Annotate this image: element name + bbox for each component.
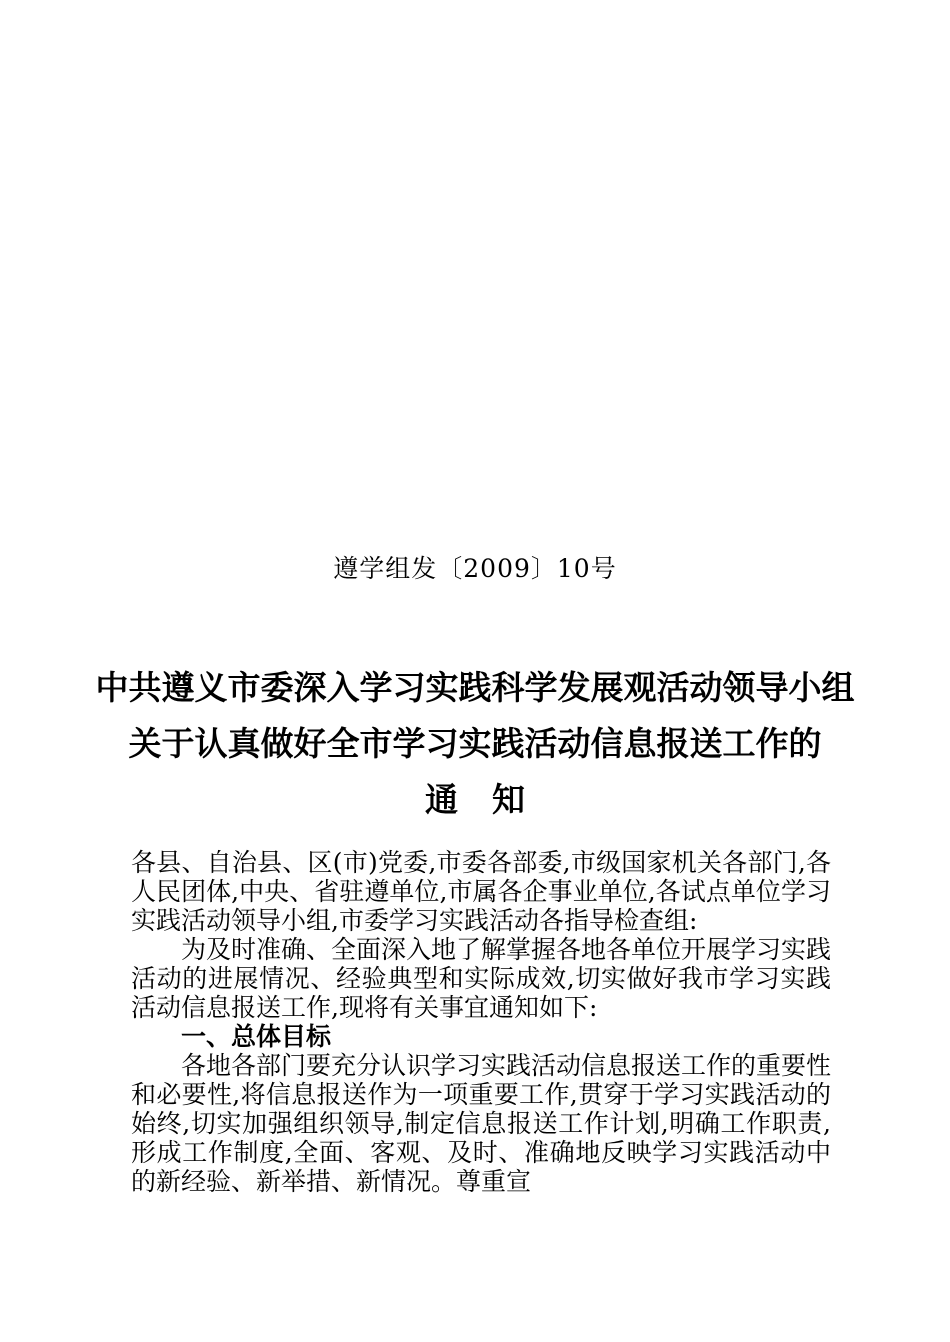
title-line-3: 通知	[425, 780, 559, 819]
recipients-paragraph: 各县、自治县、区(市)党委,市委各部委,市级国家机关各部门,各人民团体,中央、省驻遵单位,市属各企事业单位,各试点单位学习实践活动领导小组,市委学习实践活动各指导检查组:	[131, 848, 831, 935]
section-heading-1: 一、总体目标	[181, 1022, 332, 1051]
title-line-2: 关于认真做好全市学习实践活动信息报送工作的	[128, 724, 822, 763]
document-number: 遵学组发〔2009〕10号	[333, 554, 617, 583]
intro-paragraph: 为及时准确、全面深入地了解掌握各地各单位开展学习实践活动的进展情况、经验典型和实际成效,切实做好我市学习实践活动信息报送工作,现将有关事宜通知如下:	[131, 935, 832, 1022]
document-title	[0, 660, 950, 828]
section-paragraph-1: 各地各部门要充分认识学习实践活动信息报送工作的重要性和必要性,将信息报送作为一项重要工作,贯穿于学习实践活动的始终,切实加强组织领导,制定信息报送工作计划,明确工作职责,形成工作制度,全面、客观、及时、准确地反映学习实践活动中的新经验、新举措、新情况。尊重宣	[131, 1051, 832, 1196]
document-body	[131, 848, 831, 1196]
title-line-1: 中共遵义市委深入学习实践科学发展观活动领导小组	[95, 668, 855, 707]
